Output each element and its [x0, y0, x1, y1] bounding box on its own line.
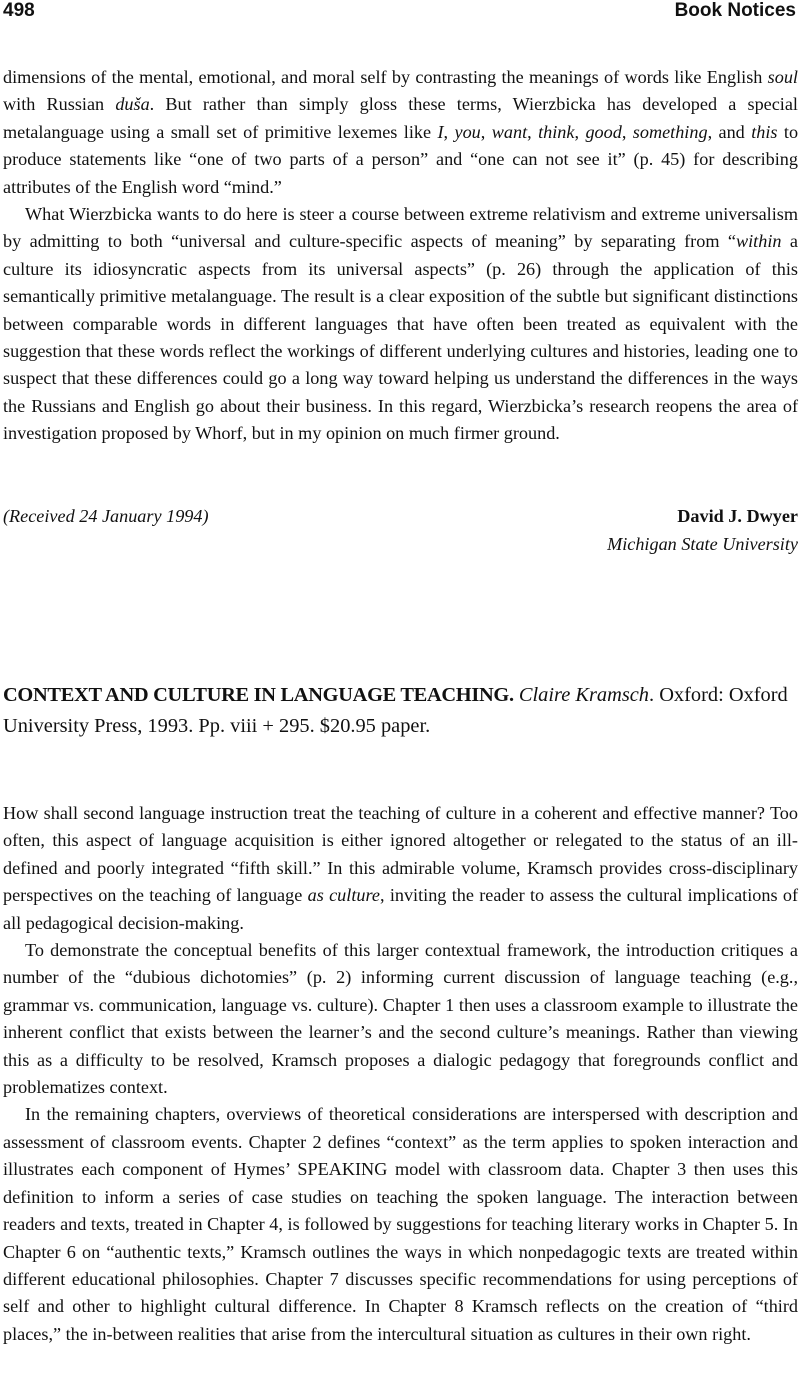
text-run: , — [527, 121, 539, 142]
book-author: Claire Kramsch — [518, 684, 649, 706]
publication-details: . Oxford: Oxford University Press, 1993. Pp. viii + 295. $20.95 paper. — [3, 684, 788, 737]
text-run: , and — [707, 121, 752, 142]
previous-review-paragraph-1 — [3, 64, 798, 201]
italic-term-something: something — [632, 121, 708, 142]
book-notice-text — [3, 800, 798, 1348]
text-run: , — [621, 121, 633, 142]
italic-term-you: you — [454, 121, 481, 142]
text-run: , — [443, 121, 455, 142]
reviewer-name: David J. Dwyer — [677, 506, 798, 526]
italic-term-want: want — [491, 121, 528, 142]
italic-term-within: within — [735, 231, 782, 252]
text-run: dimensions of the mental, emotional, and moral self by contrasting the meanings of words like English — [3, 67, 768, 87]
book-notice-paragraph-1 — [3, 800, 798, 937]
italic-term-soul: soul — [767, 67, 798, 87]
text-run: How shall second language instruction treat the teaching of culture in a coherent and effective manner? Too often, this aspect of language acquisition is either ignored altogether or relegated to the status of an ill-defined and poorly integrated “fifth skill.” In this admirable volume, Kramsch provides cross-disciplinary perspectives on the teaching of language — [3, 803, 798, 906]
running-head — [0, 0, 800, 24]
italic-term-i: I — [437, 121, 444, 142]
page-number: 498 — [3, 0, 35, 21]
text-run: , inviting the reader to assess the cultural implications of all pedagogical decision-making. — [3, 885, 799, 933]
text-run: to produce statements like “one of two parts of a person” and “one can not see it” (p. 45) for describing attributes of the English word “mind.” — [3, 121, 799, 197]
text-run: with Russian — [3, 94, 116, 115]
previous-review-text — [3, 64, 798, 448]
running-head-section: Book Notices — [674, 0, 796, 21]
italic-term-this: this — [751, 121, 778, 142]
reviewer-affiliation: Michigan State University — [607, 534, 798, 554]
italic-term-as-culture: as culture — [307, 885, 380, 906]
book-notice-paragraph-2: To demonstrate the conceptual benefits of this larger contextual framework, the introduction critiques a number of the “dubious dichotomies” (p. 2) informing current discussion of language teaching (e.g., grammar vs. communication, language vs. culture). Chapter 1 then uses a classroom example to illustrate the inherent conflict that exists between the learner’s and the second culture’s meanings. Rather than viewing this as a difficulty to be resolved, Kramsch proposes a dialogic pedagogy that foregrounds conflict and problematizes context. — [3, 940, 798, 1098]
previous-review-paragraph-2 — [3, 201, 798, 448]
text-run: a culture its idiosyncratic aspects from its universal aspects” (p. 26) through the application of this semantically primitive metalanguage. The result is a clear exposition of the subtle but significant distinctions between comparable words in different languages that have often been treated as equivalent with the suggestion that these words reflect the workings of different underlying cultures and histories, leading one to suspect that these differences could go a long way toward helping us understand the differences in the ways the Russians and English go about their business. In this regard, Wierzbicka’s research reopens the area of investigation proposed by Whorf, but in my opinion on much firmer ground. — [3, 231, 798, 444]
italic-term-good: good — [585, 121, 622, 142]
text-run: , — [574, 121, 586, 142]
received-date: (Received 24 January 1994) — [3, 506, 209, 526]
italic-term-dusa: dušа — [115, 94, 150, 115]
text-run: What Wierzbicka wants to do here is steer a course between extreme relativism and extreme universalism by admitting to both “universal and culture-specific aspects of meaning” by separating from “ — [3, 204, 798, 252]
book-notice-paragraph-3: In the remaining chapters, overviews of theoretical considerations are interspersed with description and assessment of classroom events. Chapter 2 defines “context” as the term applies to spoken interaction and illustrates each component of Hymes’ SPEAKING model with classroom data. Chapter 3 then uses this definition to inform a series of case studies on teaching the spoken language. The interaction between readers and texts, treated in Chapter 4, is followed by suggestions for teaching literary works in Chapter 5. In Chapter 6 on “authentic texts,” Kramsch outlines the ways in which nonpedagogic texts are treated within different educational philosophies. Chapter 7 discusses specific recommendations for using perceptions of self and other to highlight cultural difference. In Chapter 8 Kramsch reflects on the creation of “third places,” the in-between realities that arise from the intercultural situation as cultures in their own right. — [3, 1104, 798, 1344]
book-title: CONTEXT AND CULTURE IN LANGUAGE TEACHING. — [3, 684, 514, 706]
book-notice-heading — [3, 680, 798, 742]
text-run: , — [480, 121, 492, 142]
italic-term-think: think — [538, 121, 575, 142]
text-run: . But rather than simply gloss these terms, Wierzbicka has developed a special metalanguage using a small set of primitive lexemes like — [3, 94, 798, 142]
